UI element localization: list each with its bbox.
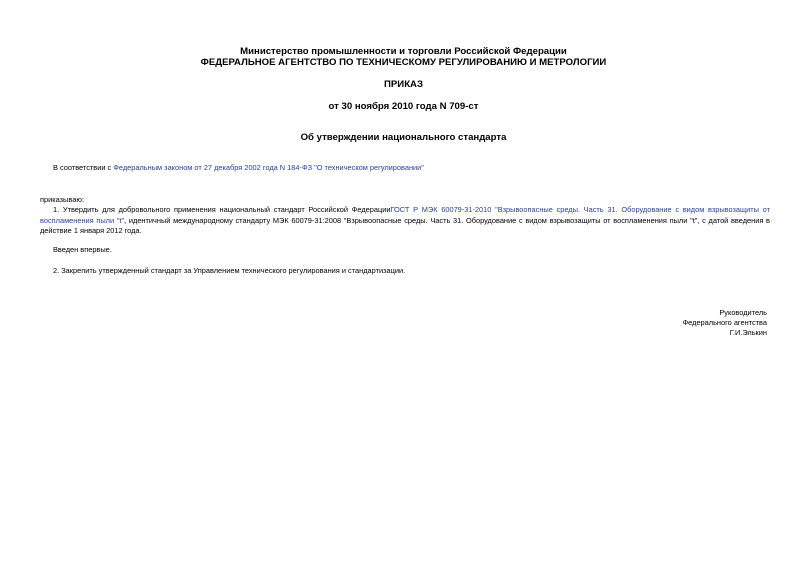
- item1-suffix-text: , идентичный международному стандарту МЭК 60079-31:2008 "Взрывоопасные среды. Часть 31. Оборудование с видом взрывозащиты от воспламенения пыли "t", с датой введения в действие 1 января 2012 года.: [40, 215, 770, 235]
- federal-law-link[interactable]: Федеральным законом от 27 декабря 2002 года N 184-ФЗ "О техническом регулировании": [113, 163, 424, 172]
- order-item-1: [40, 205, 770, 237]
- signature-title-line1: Руководитель: [719, 308, 767, 317]
- item1-text: 1. Утвердить для добровольного применения национальный стандарт Российской Федерации: [53, 205, 391, 214]
- document-type: ПРИКАЗ: [384, 79, 423, 90]
- ministry-name: Министерство промышленности и торговли Российской Федерации: [240, 46, 567, 57]
- agency-name: ФЕДЕРАЛЬНОЕ АГЕНТСТВО ПО ТЕХНИЧЕСКОМУ РЕГУЛИРОВАНИЮ И МЕТРОЛОГИИ: [200, 57, 607, 68]
- signature-name: Г.И.Элькин: [729, 328, 767, 337]
- introduced-note: Введен впервые.: [53, 245, 112, 254]
- document-subject: Об утверждении национального стандарта: [300, 132, 507, 143]
- document-date-number: от 30 ноября 2010 года N 709-ст: [328, 101, 479, 112]
- order-item-2: 2. Закрепить утвержденный стандарт за Управлением технического регулирования и стандартизации.: [53, 266, 406, 275]
- preamble-text: В соответствии с: [53, 163, 114, 172]
- signature-title-line2: Федерального агентства: [682, 318, 767, 327]
- order-word: приказываю:: [40, 195, 84, 204]
- standard-link[interactable]: ГОСТ Р МЭК 60079-31-2010 "Взрывоопасные среды. Часть 31. Оборудование с видом взрывозащиты от воспламенения пыли "t": [40, 205, 770, 225]
- preamble-paragraph: [53, 163, 753, 174]
